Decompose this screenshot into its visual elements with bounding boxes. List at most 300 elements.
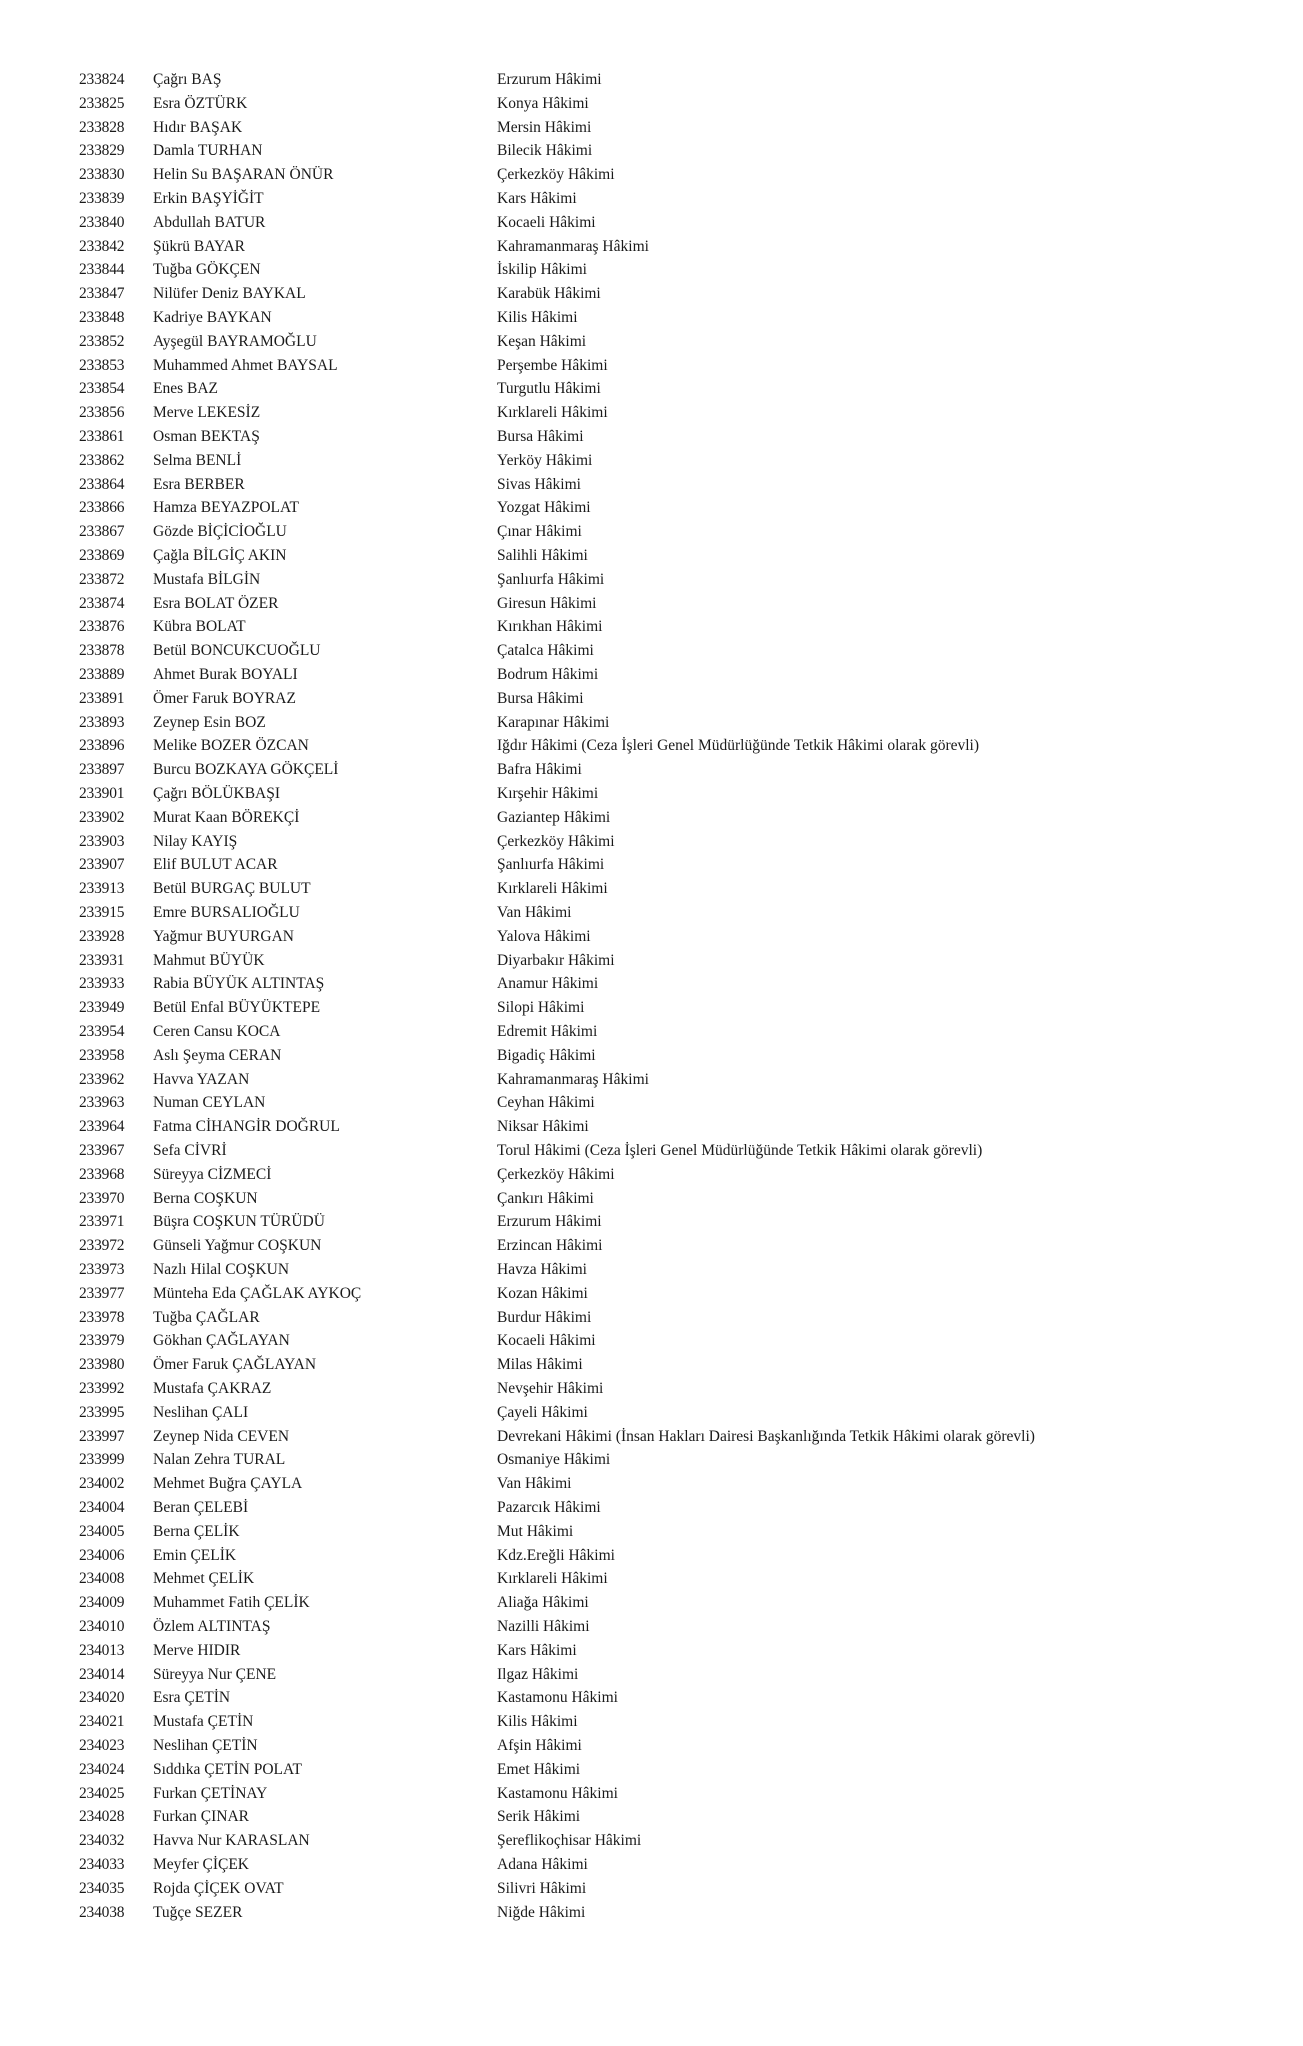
list-row [0,1116,1303,1138]
assigned-position: Kahramanmaraş Hâkimi [497,1070,649,1088]
assigned-position: Mut Hâkimi [497,1522,574,1540]
assigned-position: Kırıkhan Hâkimi [497,618,603,636]
assigned-position: Kocaeli Hâkimi [497,213,596,231]
list-row [0,902,1303,924]
assigned-position: Bilecik Hâkimi [497,142,593,160]
person-name: Beran ÇELEBİ [153,1499,249,1516]
person-name: Merve HIDIR [153,1641,241,1659]
assigned-position: Kdz.Ereğli Hâkimi [497,1546,615,1564]
registry-number: 233842 [79,237,125,255]
registry-number: 234033 [79,1856,125,1873]
registry-number: 233970 [79,1189,125,1207]
assigned-position: Kırklareli Hâkimi [497,404,608,422]
person-name: Münteha Eda ÇAĞLAK AYKOÇ [153,1284,362,1302]
person-name: Mehmet ÇELİK [153,1570,255,1588]
assigned-position: Nazilli Hâkimi [497,1618,590,1635]
assigned-position: Havza Hâkimi [497,1261,587,1278]
registry-number: 234032 [79,1832,125,1850]
list-row [0,1854,1303,1876]
person-name: Fatma CİHANGİR DOĞRUL [153,1118,340,1136]
registry-number: 234014 [79,1665,125,1683]
person-name: Sıddıka ÇETİN POLAT [153,1760,302,1778]
assigned-position: Adana Hâkimi [497,1856,588,1873]
registry-number: 233915 [79,904,125,921]
registry-number: 233933 [79,975,125,993]
list-row [0,1711,1303,1733]
person-name: Ömer Faruk BOYRAZ [153,689,296,707]
registry-number: 233980 [79,1356,125,1374]
assigned-position: Çankırı Hâkimi [497,1189,594,1207]
assigned-position: İskilip Hâkimi [497,261,587,279]
list-row [0,1021,1303,1043]
list-row [0,1354,1303,1376]
list-row [0,878,1303,900]
registry-number: 233847 [79,285,125,303]
registry-number: 234035 [79,1879,125,1897]
list-row [0,759,1303,781]
list-row [0,1307,1303,1329]
list-row [0,164,1303,186]
registry-number: 233867 [79,523,125,541]
assigned-position: Çerkezköy Hâkimi [497,166,615,184]
assigned-position: Bursa Hâkimi [497,428,584,445]
registry-number: 234009 [79,1594,125,1612]
registry-number: 233853 [79,356,125,374]
list-row [0,402,1303,424]
assigned-position: Konya Hâkimi [497,94,589,112]
assigned-position: Keşan Hâkimi [497,332,587,350]
assigned-position: Şanlıurfa Hâkimi [497,570,605,588]
person-name: Ayşegül BAYRAMOĞLU [153,332,317,350]
list-row [0,664,1303,686]
person-name: Esra ÇETİN [153,1689,231,1707]
registry-number: 234006 [79,1546,125,1564]
registry-number: 234020 [79,1689,125,1707]
registry-number: 233889 [79,666,125,683]
person-name: Mahmut BÜYÜK [153,951,265,969]
person-name: Meyfer ÇİÇEK [153,1856,249,1873]
person-name: Damla TURHAN [153,142,263,160]
person-name: Nilüfer Deniz BAYKAL [153,285,306,303]
assigned-position: Karabük Hâkimi [497,285,601,303]
registry-number: 233972 [79,1237,125,1255]
registry-number: 234023 [79,1737,125,1754]
list-row [0,283,1303,305]
list-row [0,521,1303,543]
registry-number: 233825 [79,94,125,112]
registry-number: 233896 [79,737,125,755]
assigned-position: Çatalca Hâkimi [497,642,594,660]
registry-number: 233840 [79,213,125,231]
person-name: Esra ÖZTÜRK [153,94,248,112]
registry-number: 233964 [79,1118,125,1136]
registry-number: 234002 [79,1475,125,1493]
registry-number: 234021 [79,1713,125,1731]
registry-number: 233999 [79,1451,125,1469]
person-name: Çağrı BÖLÜKBAŞI [153,785,281,802]
person-name: Osman BEKTAŞ [153,428,260,445]
registry-number: 233979 [79,1332,125,1350]
assigned-position: Kastamonu Hâkimi [497,1784,618,1802]
list-row [0,140,1303,162]
list-row [0,497,1303,519]
person-name: Emre BURSALIOĞLU [153,904,300,921]
assigned-position: Erzurum Hâkimi [497,71,602,88]
list-row [0,831,1303,853]
list-row [0,259,1303,281]
person-name: Numan CEYLAN [153,1094,266,1112]
person-name: Emin ÇELİK [153,1546,237,1564]
assigned-position: Gaziantep Hâkimi [497,808,611,826]
assigned-position: Van Hâkimi [497,1475,572,1493]
person-name: Esra BOLAT ÖZER [153,594,279,612]
list-row [0,640,1303,662]
person-name: Enes BAZ [153,380,219,398]
assigned-position: Anamur Hâkimi [497,975,599,993]
person-name: Nilay KAYIŞ [153,832,238,850]
person-name: Merve LEKESİZ [153,404,261,422]
person-name: Havva YAZAN [153,1070,250,1088]
list-row [0,93,1303,115]
list-row [0,212,1303,234]
list-row [0,1568,1303,1590]
list-row [0,1259,1303,1281]
person-name: Çağla BİLGİÇ AKIN [153,547,287,564]
registry-number: 233978 [79,1308,125,1326]
person-name: Ceren Cansu KOCA [153,1023,281,1040]
registry-number: 233992 [79,1380,125,1397]
person-name: Betül Enfal BÜYÜKTEPE [153,999,321,1017]
registry-number: 233854 [79,380,125,398]
person-name: Rabia BÜYÜK ALTINTAŞ [153,975,325,993]
person-name: Murat Kaan BÖREKÇİ [153,808,300,826]
assigned-position: Van Hâkimi [497,904,572,921]
person-name: Gökhan ÇAĞLAYAN [153,1332,290,1350]
list-row [0,950,1303,972]
assigned-position: Ceyhan Hâkimi [497,1094,595,1112]
assigned-position: Silopi Hâkimi [497,999,585,1017]
assigned-position: Afşin Hâkimi [497,1737,582,1754]
list-row [0,616,1303,638]
registry-number: 234028 [79,1808,125,1826]
assigned-position: Mersin Hâkimi [497,118,592,136]
list-row [0,1402,1303,1424]
person-name: Abdullah BATUR [153,213,266,231]
list-row [0,1545,1303,1567]
assigned-position: Kilis Hâkimi [497,309,578,326]
registry-number: 233963 [79,1094,125,1112]
registry-number: 233893 [79,713,125,731]
person-name: Sefa CİVRİ [153,1142,227,1159]
assigned-position: Bafra Hâkimi [497,761,582,779]
assigned-position: Yerköy Hâkimi [497,451,593,469]
registry-number: 234025 [79,1784,125,1802]
assigned-position: Kahramanmaraş Hâkimi [497,237,649,255]
person-name: Yağmur BUYURGAN [153,927,294,945]
assigned-position: Kırklareli Hâkimi [497,880,608,898]
person-name: Furkan ÇINAR [153,1808,250,1826]
registry-number: 233856 [79,404,125,422]
registry-number: 233967 [79,1142,125,1159]
registry-number: 233864 [79,475,125,493]
registry-number: 233901 [79,785,125,802]
registry-number: 233862 [79,451,125,469]
registry-number: 233872 [79,570,125,588]
assigned-position: Turgutlu Hâkimi [497,380,601,398]
list-row [0,1426,1303,1448]
person-name: Neslihan ÇALI [153,1403,249,1421]
assigned-position: Sivas Hâkimi [497,475,581,493]
person-name: Günseli Yağmur COŞKUN [153,1237,322,1255]
person-name: Betül BURGAÇ BULUT [153,880,311,898]
list-row [0,735,1303,757]
list-row [0,426,1303,448]
registry-number: 233824 [79,71,125,88]
person-name: Havva Nur KARASLAN [153,1832,310,1850]
registry-number: 233928 [79,927,125,945]
registry-number: 233828 [79,118,125,136]
registry-number: 233977 [79,1284,125,1302]
assigned-position: Aliağa Hâkimi [497,1594,589,1612]
person-name: Esra BERBER [153,475,245,493]
registry-number: 234004 [79,1499,125,1516]
assigned-position: Torul Hâkimi (Ceza İşleri Genel Müdürlüğünde Tetkik Hâkimi olarak görevli) [497,1142,983,1159]
assigned-position: Silivri Hâkimi [497,1879,587,1897]
person-name: Mustafa BİLGİN [153,570,261,588]
list-row [0,1592,1303,1614]
assigned-position: Kars Hâkimi [497,190,577,207]
person-name: Selma BENLİ [153,451,242,469]
list-row [0,331,1303,353]
registry-number: 233852 [79,332,125,350]
person-name: Elif BULUT ACAR [153,856,278,874]
person-name: Berna ÇELİK [153,1522,240,1540]
assigned-position: Kilis Hâkimi [497,1713,578,1731]
assigned-position: Burdur Hâkimi [497,1308,592,1326]
list-row [0,1235,1303,1257]
person-name: Aslı Şeyma CERAN [153,1046,282,1064]
registry-number: 234010 [79,1618,125,1635]
list-row [0,1664,1303,1686]
list-row [0,69,1303,91]
assigned-position: Çerkezköy Hâkimi [497,1165,615,1183]
list-row [0,1330,1303,1352]
registry-number: 233903 [79,832,125,850]
registry-number: 233874 [79,594,125,612]
list-row [0,1045,1303,1067]
assigned-position: Bigadiç Hâkimi [497,1046,596,1064]
registry-number: 233958 [79,1046,125,1064]
registry-number: 234038 [79,1903,125,1921]
registry-number: 234005 [79,1522,125,1540]
assigned-position: Giresun Hâkimi [497,594,597,612]
list-row [0,1140,1303,1162]
list-row [0,1783,1303,1805]
assigned-position: Iğdır Hâkimi (Ceza İşleri Genel Müdürlüğünde Tetkik Hâkimi olarak görevli) [497,737,980,755]
list-row [0,1521,1303,1543]
person-name: Melike BOZER ÖZCAN [153,737,309,755]
assigned-position: Edremit Hâkimi [497,1023,598,1040]
registry-number: 233973 [79,1261,125,1278]
assigned-position: Nevşehir Hâkimi [497,1380,604,1397]
registry-number: 233848 [79,309,125,326]
list-row [0,1497,1303,1519]
list-row [0,545,1303,567]
list-row [0,474,1303,496]
list-row [0,593,1303,615]
registry-number: 234013 [79,1641,125,1659]
person-name: Özlem ALTINTAŞ [153,1618,271,1635]
person-name: Mehmet Buğra ÇAYLA [153,1475,303,1493]
list-row [0,569,1303,591]
assigned-position: Çerkezköy Hâkimi [497,832,615,850]
registry-number: 233866 [79,499,125,517]
assigned-position: Kastamonu Hâkimi [497,1689,618,1707]
assigned-position: Niğde Hâkimi [497,1903,586,1921]
list-row [0,1092,1303,1114]
registry-number: 233949 [79,999,125,1017]
list-row [0,712,1303,734]
list-row [0,1830,1303,1852]
list-row [0,1188,1303,1210]
list-row [0,1473,1303,1495]
assigned-position: Perşembe Hâkimi [497,356,608,374]
person-name: Erkin BAŞYİĞİT [153,190,264,207]
registry-number: 233876 [79,618,125,636]
assigned-position: Çınar Hâkimi [497,523,582,541]
assigned-position: Şanlıurfa Hâkimi [497,856,605,874]
person-name: Nazlı Hilal COŞKUN [153,1261,290,1278]
person-name: Hıdır BAŞAK [153,118,243,136]
person-name: Rojda ÇİÇEK OVAT [153,1879,284,1897]
list-row [0,355,1303,377]
registry-number: 233997 [79,1427,125,1445]
assigned-position: Osmaniye Hâkimi [497,1451,611,1469]
person-name: Helin Su BAŞARAN ÖNÜR [153,166,334,184]
person-name: Süreyya CİZMECİ [153,1165,272,1183]
registry-number: 233968 [79,1165,125,1183]
list-row [0,1616,1303,1638]
assigned-position: Salihli Hâkimi [497,547,588,564]
assigned-position: Kırşehir Hâkimi [497,785,599,802]
registry-number: 233897 [79,761,125,779]
assigned-position: Emet Hâkimi [497,1760,581,1778]
registry-number: 233995 [79,1403,125,1421]
list-row [0,1211,1303,1233]
registry-number: 234008 [79,1570,125,1588]
registry-number: 233954 [79,1023,125,1040]
list-row [0,117,1303,139]
assigned-position: Karapınar Hâkimi [497,713,610,731]
list-row [0,783,1303,805]
person-name: Şükrü BAYAR [153,237,246,255]
person-name: Kadriye BAYKAN [153,309,272,326]
list-row [0,1069,1303,1091]
person-name: Süreyya Nur ÇENE [153,1665,277,1683]
registry-number: 233902 [79,808,125,826]
list-row [0,1878,1303,1900]
registry-number: 233931 [79,951,125,969]
assigned-position: Kars Hâkimi [497,1641,577,1659]
list-row [0,450,1303,472]
registry-number: 233844 [79,261,125,279]
list-row [0,1164,1303,1186]
assigned-position: Devrekani Hâkimi (İnsan Hakları Dairesi Başkanlığında Tetkik Hâkimi olarak görevli) [497,1427,1035,1445]
assigned-position: Yalova Hâkimi [497,927,591,945]
person-name: Betül BONCUKCUOĞLU [153,642,321,660]
assigned-position: Ilgaz Hâkimi [497,1665,579,1683]
registry-number: 233829 [79,142,125,160]
person-name: Nalan Zehra TURAL [153,1451,286,1469]
person-name: Ahmet Burak BOYALI [153,666,298,683]
list-row [0,307,1303,329]
person-name: Zeynep Nida CEVEN [153,1427,290,1445]
assigned-position: Kozan Hâkimi [497,1284,588,1302]
list-row [0,688,1303,710]
list-row [0,926,1303,948]
person-name: Hamza BEYAZPOLAT [153,499,299,517]
registry-number: 233869 [79,547,125,564]
person-name: Ömer Faruk ÇAĞLAYAN [153,1356,317,1374]
assigned-position: Şereflikoçhisar Hâkimi [497,1832,642,1850]
list-row [0,1449,1303,1471]
person-name: Gözde BİÇİCİOĞLU [153,523,287,541]
assigned-position: Pazarcık Hâkimi [497,1499,601,1516]
assigned-position: Erzincan Hâkimi [497,1237,603,1255]
registry-number: 233878 [79,642,125,660]
person-name: Tuğçe SEZER [153,1903,243,1921]
registry-number: 233891 [79,689,125,707]
person-name: Mustafa ÇAKRAZ [153,1380,272,1397]
list-row [0,1640,1303,1662]
person-name: Berna COŞKUN [153,1189,258,1207]
list-row [0,236,1303,258]
person-name: Zeynep Esin BOZ [153,713,266,731]
person-name: Mustafa ÇETİN [153,1713,254,1731]
assigned-position: Bursa Hâkimi [497,689,584,707]
list-row [0,1759,1303,1781]
assigned-position: Serik Hâkimi [497,1808,581,1826]
assigned-position: Diyarbakır Hâkimi [497,951,615,969]
assigned-position: Yozgat Hâkimi [497,499,591,517]
registry-number: 233907 [79,856,125,874]
assigned-position: Niksar Hâkimi [497,1118,589,1136]
registry-number: 233913 [79,880,125,898]
person-name: Neslihan ÇETİN [153,1737,258,1754]
assigned-position: Kırklareli Hâkimi [497,1570,608,1588]
person-name: Büşra COŞKUN TÜRÜDÜ [153,1213,325,1231]
person-name: Tuğba GÖKÇEN [153,261,261,279]
list-row [0,807,1303,829]
registry-number: 233839 [79,190,125,207]
person-name: Muhammet Fatih ÇELİK [153,1594,310,1612]
registry-number: 233830 [79,166,125,184]
person-name: Tuğba ÇAĞLAR [153,1308,260,1326]
person-name: Kübra BOLAT [153,618,246,636]
registry-number: 233962 [79,1070,125,1088]
list-row [0,854,1303,876]
list-row [0,1283,1303,1305]
registry-number: 233861 [79,428,125,445]
list-row [0,188,1303,210]
person-name: Furkan ÇETİNAY [153,1784,268,1802]
person-name: Burcu BOZKAYA GÖKÇELİ [153,761,339,779]
assigned-position: Milas Hâkimi [497,1356,583,1374]
person-name: Çağrı BAŞ [153,71,222,88]
assigned-position: Çayeli Hâkimi [497,1403,588,1421]
list-row [0,973,1303,995]
list-row [0,378,1303,400]
